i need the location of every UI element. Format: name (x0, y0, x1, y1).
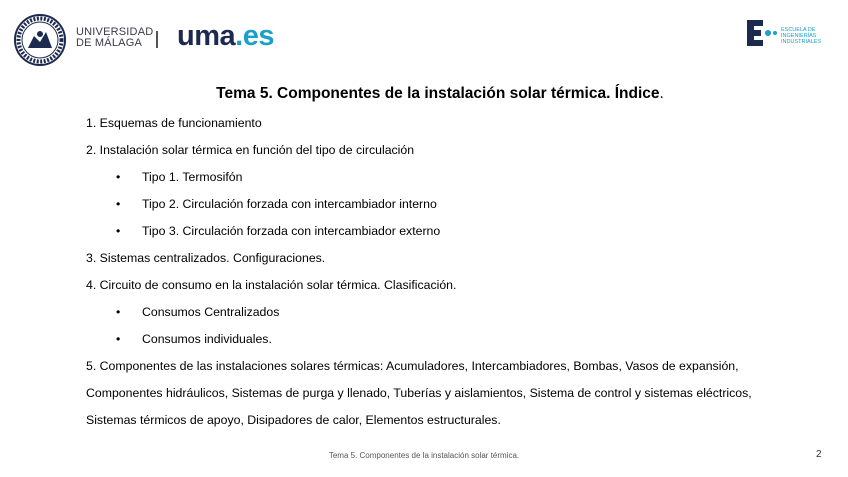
school-logo-icon (745, 18, 777, 48)
bullet-item-label: Consumos individuales. (142, 332, 272, 346)
school-name (781, 27, 821, 45)
index-item-4: 4. Circuito de consumo en la instalación solar térmica. Clasificación. (86, 278, 457, 292)
page-number: 2 (816, 449, 822, 460)
bullet-item-label: Tipo 1. Termosifón (142, 170, 243, 184)
school-name-line3: INDUSTRIALES (781, 39, 822, 45)
slide-title (0, 85, 848, 103)
bullet-item-label: Tipo 3. Circulación forzada con intercambiador externo (142, 224, 441, 238)
university-name-line1: UNIVERSIDAD (76, 26, 154, 38)
university-name-line2: DE MÁLAGA (76, 37, 142, 49)
bullet-item-consumos-centralizados (86, 303, 826, 330)
bullet-icon: • (116, 332, 121, 346)
bullet-item-tipo-3 (86, 222, 826, 249)
index-item-3: 3. Sistemas centralizados. Configuraciones. (86, 251, 326, 265)
slide-footer (0, 449, 848, 465)
uma-logo-part: uma (177, 20, 236, 52)
index-item-2: 2. Instalación solar térmica en función del tipo de circulación (86, 143, 415, 157)
footer-text: Tema 5. Componentes de la instalación solar térmica. (328, 451, 520, 460)
slide-content (86, 114, 826, 438)
uma-es-logo (177, 20, 274, 53)
university-name (76, 27, 153, 49)
slide-header (0, 0, 848, 70)
bullet-item-label: Tipo 2. Circulación forzada con intercambiador interno (142, 197, 437, 211)
school-name-line2: INGENIERÍAS (781, 33, 817, 39)
university-seal-icon (14, 14, 66, 66)
bullet-item-tipo-2 (86, 195, 826, 222)
index-item-5-line-3: Sistemas térmicos de apoyo, Disipadores de calor, Elementos estructurales. (86, 413, 501, 427)
bullet-icon: • (116, 170, 121, 184)
school-name-line1: ESCUELA DE (781, 27, 816, 33)
bullet-icon: • (116, 224, 121, 238)
index-item-5-line-2: Componentes hidráulicos, Sistemas de purga y llenado, Tuberías y aislamientos, Sistema de control y sistemas eléctricos, (86, 386, 752, 400)
bullet-item-consumos-individuales (86, 330, 826, 357)
slide-title-text: Tema 5. Componentes de la instalación solar térmica. Índice (216, 85, 660, 102)
bullet-item-label: Consumos Centralizados (142, 305, 280, 319)
bullet-icon: • (116, 305, 121, 319)
es-logo-part: .es (235, 20, 274, 52)
index-item-5-line-1: 5. Componentes de las instalaciones solares térmicas: Acumuladores, Intercambiadores, Bombas, Vasos de expansión, (86, 359, 739, 373)
bullet-item-tipo-1 (86, 168, 826, 195)
bullet-icon: • (116, 197, 121, 211)
index-item-1: 1. Esquemas de funcionamiento (86, 116, 262, 130)
slide-title-period: . (659, 85, 664, 102)
header-separator (156, 31, 158, 48)
